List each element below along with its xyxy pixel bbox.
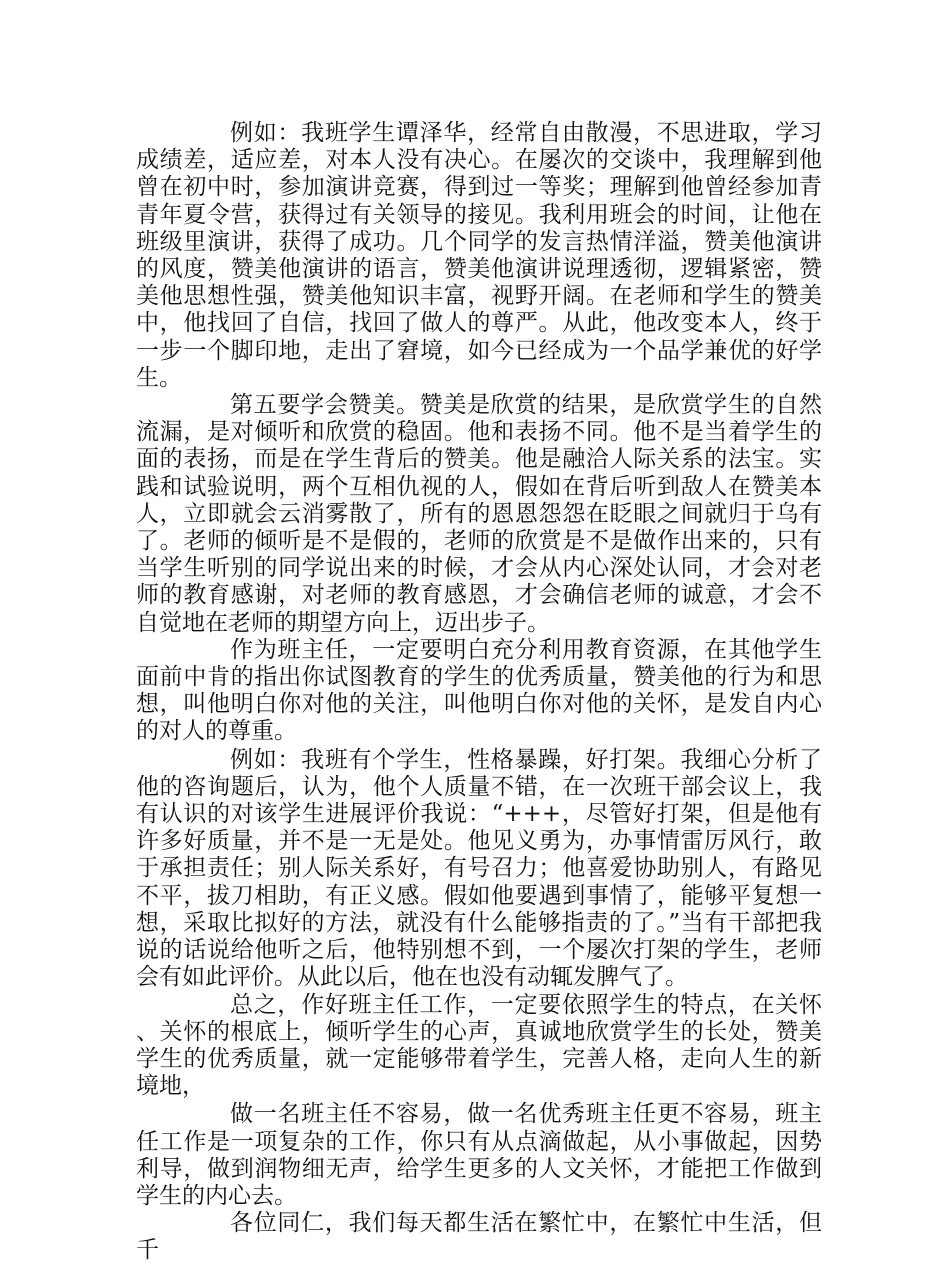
paragraph-not-easy: 做一名班主任不容易，做一名优秀班主任更不容易，班主任工作是一项复杂的工作，你只有从点滴做起，从小事做起，因势利导，做到润物细无声，给学生更多的人文关怀，才能把工作做到学生的内心去。 [136, 1101, 822, 1209]
paragraph-example-fighting-student: 例如：我班有个学生，性格暴躁，好打架。我细心分析了他的咨询题后，认为，他个人质量不错，在一次班干部会议上，我有认识的对该学生进展评价我说：“+++，尽管好打架，但是他有许多好质量，并不是一无是处。他见义勇为，办事情雷厉风行，敢于承担责任；别人际关系好，有号召力；他喜爱协助别人，有路见不平，拔刀相助，有正义感。假如他要遇到事情了，能够平复想一想，采取比拟好的方法，就没有什么能够指责的了。”当有干部把我说的话说给他听之后，他特别想不到，一个屡次打架的学生，老师会有如此评价。从此以后，他在也没有动辄发脾气了。 [136, 746, 822, 991]
paragraph-dear-colleagues: 各位同仁，我们每天都生活在繁忙中，在繁忙中生活，但千 [136, 1210, 822, 1264]
paragraph-learn-to-praise: 第五要学会赞美。赞美是欣赏的结果，是欣赏学生的自然流漏，是对倾听和欣赏的稳固。他和表扬不同。他不是当着学生的面的表扬，而是在学生背后的赞美。他是融洽人际关系的法宝。实践和试验说明，两个互相仇视的人，假如在背后听到敌人在赞美本人，立即就会云消雾散了，所有的恩恩怨怨在眨眼之间就归于乌有了。老师的倾听是不是假的，老师的欣赏是不是做作出来的，只有当学生听别的同学说出来的时候，才会从内心深处认同，才会对老师的教育感谢，对老师的教育感恩，才会确信老师的诚意，才会不自觉地在老师的期望方向上，迈出步子。 [136, 392, 822, 636]
paragraph-example-tan-zehua: 例如：我班学生谭泽华，经常自由散漫，不思进取，学习成绩差，适应差，对本人没有决心。在屡次的交谈中，我理解到他曾在初中时，参加演讲竞赛，得到过一等奖；理解到他曾经参加青青年夏令营，获得过有关领导的接见。我利用班会的时间，让他在班级里演讲，获得了成功。几个同学的发言热情洋溢，赞美他演讲的风度，赞美他演讲的语言，赞美他演讲说理透彻，逻辑紧密，赞美他思想性强，赞美他知识丰富，视野开阔。在老师和学生的赞美中，他找回了自信，找回了做人的尊严。从此，他改变本人，终于一步一个脚印地，走出了窘境，如今已经成为一个品学兼优的好学生。 [136, 120, 822, 391]
paragraph-as-class-teacher: 作为班主任，一定要明白充分利用教育资源，在其他学生面前中肯的指出你试图教育的学生的优秀质量，赞美他的行为和思想，叫他明白你对他的关注，叫他明白你对他的关怀，是发自内心的对人的尊重。 [136, 636, 822, 745]
paragraph-in-summary: 总之，作好班主任工作，一定要依照学生的特点，在关怀、关怀的根底上，倾听学生的心声，真诚地欣赏学生的长处，赞美学生的优秀质量，就一定能够带着学生，完善人格，走向人生的新境地， [136, 991, 822, 1100]
document-page [136, 120, 822, 1265]
